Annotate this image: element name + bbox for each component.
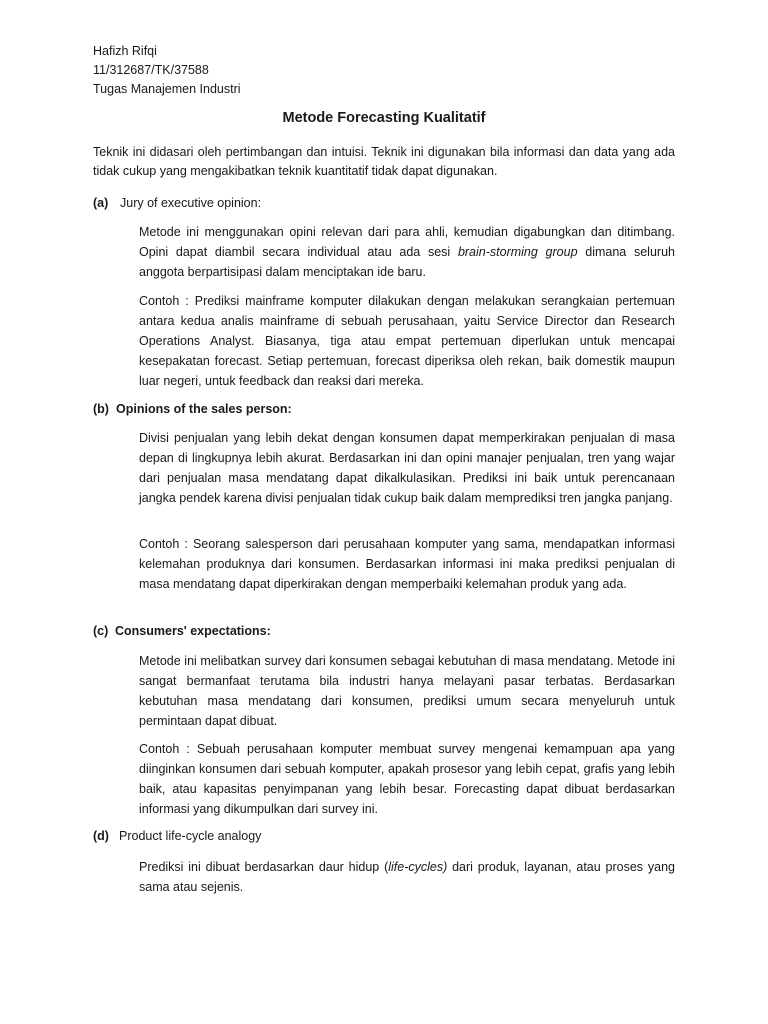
section-b-description: Divisi penjualan yang lebih dekat dengan konsumen dapat memperkirakan penjualan di masa depan di lingkupnya lebih akurat. Berdasarkan ini dan opini manajer penjualan, tren yang wajar dari penjualan masa mendatang dapat dikalkulasikan. Prediksi ini baik untuk perencanaan jangka pendek karena divisi penjualan tidak cukup baik dalam memprediksi tren jangka panjang. [139, 431, 675, 505]
section-a-title: Jury of executive opinion: [120, 196, 262, 210]
section-b-title: Opinions of the sales person: [116, 402, 292, 416]
section-a-letter: (a) [93, 196, 109, 210]
section-d-title: Product life-cycle analogy [119, 829, 262, 843]
section-d-heading [93, 827, 261, 846]
section-b-letter: (b) [93, 402, 109, 416]
section-c-letter: (c) [93, 624, 109, 638]
section-b-example: Contoh : Seorang salesperson dari perusahaan komputer yang sama, mendapatkan informasi kelemahan produknya dari konsumen. Berdasarkan informasi ini maka prediksi penjualan di masa mendatang dapat diperkirakan dengan memperbaiki kelemahan produk yang ada. [139, 537, 675, 591]
section-d-letter: (d) [93, 829, 109, 843]
section-c-description: Metode ini melibatkan survey dari konsumen sebagai kebutuhan di masa mendatang. Metode ini sangat bermanfaat terutama bila industri hanya melayani pasar terbatas. Berdasarkan kebutuhan masa mendatang dari konsumen, prediksi umum secara menyeluruh untuk permintaan dapat dibuat. [139, 654, 675, 728]
section-c-heading [93, 622, 271, 641]
section-c-title: Consumers' expectations: [115, 624, 271, 638]
section-d-desc-part2: dari produk, layanan, atau proses yang sama atau sejenis. [139, 860, 675, 894]
section-d-description [139, 857, 675, 897]
section-a-desc-part1: Metode ini menggunakan opini relevan dari para ahli, kemudian digabungkan dan ditimbang. Opini dapat diambil secara individual atau ada sesi [139, 225, 675, 259]
student-id: 11/312687/TK/37588 [93, 63, 209, 77]
document-title: Metode Forecasting Kualitatif [282, 110, 486, 126]
section-d-desc-part1: Prediksi ini dibuat berdasarkan daur hidup ( [139, 860, 389, 874]
section-c-example: Contoh : Sebuah perusahaan komputer membuat survey mengenai kemampuan apa yang diinginkan konsumen dari sebuah komputer, apakah prosesor yang lebih cepat, grafis yang lebih baik, atau kapasitas penyimpanan yang lebih besar. Forecasting dapat dibuat berdasarkan informasi yang dikumpulkan dari survey ini. [139, 742, 675, 816]
section-a-example: Contoh : Prediksi mainframe komputer dilakukan dengan melakukan serangkaian pertemuan antara kedua analis mainframe di sebuah perusahaan, yaitu Service Director dan Research Operations Analyst. Biasanya, tiga atau empat pertemuan diperlukan untuk mencapai kesepakatan forecast. Setiap pertemuan, forecast diperiksa oleh rekan, baik domestik maupun luar negeri, untuk feedback dan reaksi dari mereka. [139, 294, 675, 388]
course-name: Tugas Manajemen Industri [93, 82, 241, 96]
section-d-desc-italic: life-cycles) [388, 860, 448, 874]
document-header [93, 42, 241, 99]
section-a-desc-part2: dimana seluruh anggota berpartisipasi dalam menciptakan ide baru. [139, 245, 675, 279]
section-a-heading [93, 194, 261, 213]
section-a-description [139, 222, 675, 282]
section-b-heading [93, 400, 292, 419]
intro-paragraph: Teknik ini didasari oleh pertimbangan dan intuisi. Teknik ini digunakan bila informasi dan data yang ada tidak cukup yang mengakibatkan teknik kuantitatif tidak dapat digunakan. [93, 145, 675, 178]
section-a-desc-italic: brain-storming group [457, 245, 578, 259]
author-name: Hafizh Rifqi [93, 44, 157, 58]
